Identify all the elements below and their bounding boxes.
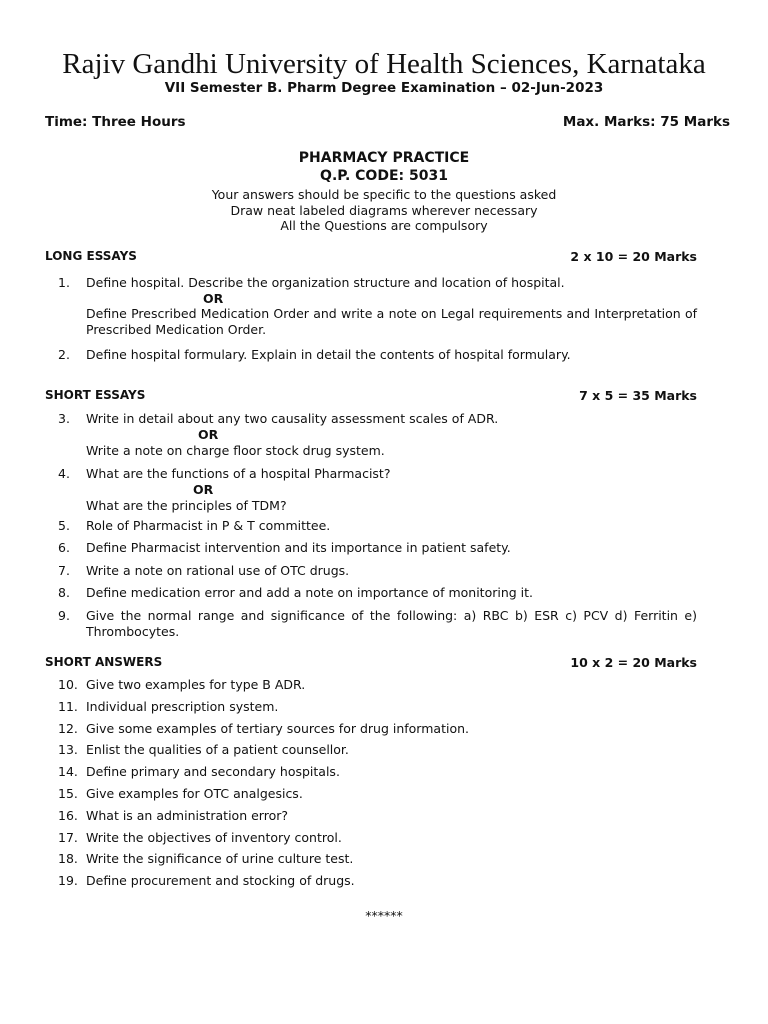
question-10	[45, 677, 697, 693]
question-9	[45, 608, 697, 639]
section-marks: 10 x 2 = 20 Marks	[570, 655, 697, 670]
question-text: Individual prescription system.	[86, 699, 279, 714]
question-7	[45, 563, 697, 579]
question-number: 13.	[58, 742, 78, 757]
end-of-paper-mark: ******	[365, 908, 403, 923]
question-12	[45, 721, 697, 737]
question-number: 12.	[58, 721, 78, 736]
question-text: Define medication error and add a note on importance of monitoring it.	[86, 585, 534, 600]
question-5	[45, 518, 697, 534]
or-label: OR	[193, 482, 214, 497]
section-marks: 7 x 5 = 35 Marks	[579, 388, 697, 403]
section-header-short-essays	[45, 388, 697, 403]
question-number: 2.	[58, 347, 70, 362]
instruction-1: Your answers should be specific to the questions asked	[211, 187, 557, 202]
section-title: SHORT ANSWERS	[45, 655, 163, 669]
question-number: 17.	[58, 830, 78, 845]
question-text: What are the functions of a hospital Pharmacist?	[86, 466, 391, 481]
question-number: 1.	[58, 275, 70, 290]
question-15	[45, 786, 697, 802]
question-number: 18.	[58, 851, 78, 866]
question-number: 15.	[58, 786, 78, 801]
question-6	[45, 540, 697, 556]
question-1	[45, 275, 697, 291]
question-8	[45, 585, 697, 601]
question-number: 4.	[58, 466, 70, 481]
subject-title: PHARMACY PRACTICE	[298, 150, 470, 166]
question-text: Give the normal range and significance of the following: a) RBC b) ESR c) PCV d) Ferritin e) Thrombocytes.	[86, 608, 697, 639]
question-11	[45, 699, 697, 715]
question-number: 3.	[58, 411, 70, 426]
question-text: Write the significance of urine culture test.	[86, 851, 354, 866]
question-number: 6.	[58, 540, 70, 555]
question-number: 16.	[58, 808, 78, 823]
question-1-alternative	[45, 306, 697, 337]
question-number: 11.	[58, 699, 78, 714]
question-text: Role of Pharmacist in P & T committee.	[86, 518, 331, 533]
question-text: What are the principles of TDM?	[86, 498, 287, 513]
question-text: Define Prescribed Medication Order and write a note on Legal requirements and Interpretation of Prescribed Medication Order.	[86, 306, 697, 337]
instruction-2: Draw neat labeled diagrams wherever necessary	[230, 203, 538, 218]
question-4-alternative	[45, 498, 697, 514]
section-header-short-answers	[45, 655, 697, 670]
or-label: OR	[198, 427, 219, 442]
section-header-long-essays	[45, 249, 697, 264]
question-text: Define Pharmacist intervention and its importance in patient safety.	[86, 540, 511, 555]
question-text: Write a note on charge floor stock drug system.	[86, 443, 385, 458]
question-number: 5.	[58, 518, 70, 533]
question-3	[45, 411, 697, 427]
question-text: Give some examples of tertiary sources for drug information.	[86, 721, 469, 736]
question-text: What is an administration error?	[86, 808, 288, 823]
or-label: OR	[203, 291, 224, 306]
question-text: Define procurement and stocking of drugs.	[86, 873, 355, 888]
question-text: Give examples for OTC analgesics.	[86, 786, 303, 801]
question-19	[45, 873, 697, 889]
question-18	[45, 851, 697, 867]
question-text: Give two examples for type B ADR.	[86, 677, 306, 692]
question-13	[45, 742, 697, 758]
section-title: SHORT ESSAYS	[45, 388, 146, 402]
question-16	[45, 808, 697, 824]
question-14	[45, 764, 697, 780]
question-text: Write the objectives of inventory control.	[86, 830, 342, 845]
instruction-3: All the Questions are compulsory	[280, 218, 488, 233]
question-number: 14.	[58, 764, 78, 779]
qp-code: Q.P. CODE: 5031	[320, 168, 448, 184]
university-name: Rajiv Gandhi University of Health Sciences, Karnataka	[62, 48, 706, 80]
question-17	[45, 830, 697, 846]
question-text: Define hospital formulary. Explain in detail the contents of hospital formulary.	[86, 347, 571, 362]
max-marks: Max. Marks: 75 Marks	[562, 114, 730, 130]
question-2	[45, 347, 697, 363]
question-number: 8.	[58, 585, 70, 600]
question-4	[45, 466, 697, 482]
exam-title: VII Semester B. Pharm Degree Examination – 02-Jun-2023	[164, 80, 604, 96]
section-marks: 2 x 10 = 20 Marks	[570, 249, 697, 264]
section-title: LONG ESSAYS	[45, 249, 137, 263]
question-text: Write a note on rational use of OTC drugs.	[86, 563, 350, 578]
exam-time: Time: Three Hours	[45, 114, 186, 130]
question-number: 19.	[58, 873, 78, 888]
question-text: Enlist the qualities of a patient counsellor.	[86, 742, 349, 757]
question-text: Define primary and secondary hospitals.	[86, 764, 340, 779]
question-number: 10.	[58, 677, 78, 692]
question-number: 7.	[58, 563, 70, 578]
question-text: Write in detail about any two causality assessment scales of ADR.	[86, 411, 499, 426]
question-number: 9.	[58, 608, 70, 623]
question-3-alternative	[45, 443, 697, 459]
question-text: Define hospital. Describe the organization structure and location of hospital.	[86, 275, 565, 290]
